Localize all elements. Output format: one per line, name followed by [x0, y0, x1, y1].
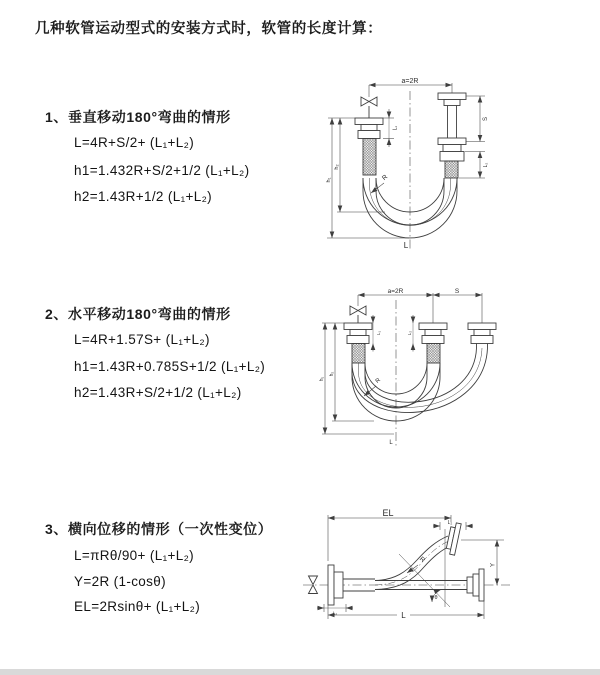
valve-icon: [361, 85, 377, 118]
length-label: L: [401, 611, 406, 620]
hose-displaced-curve: [375, 536, 452, 590]
dim-label-l1: L₁: [392, 125, 399, 131]
dim-label-s: S: [483, 116, 489, 122]
section-3-formula-EL: EL=2Rsinθ+ (L₁+L₂): [74, 599, 201, 614]
middle-hose-fitting: [419, 323, 447, 363]
section-1-formula-L: L=4R+S/2+ (L₁+L₂): [74, 135, 195, 150]
radius-label: R: [374, 377, 382, 385]
section-2-heading: 2、水平移动180°弯曲的情形: [45, 306, 231, 322]
section-2-formula-h2: h2=1.43R+S/2+1/2 (L₁+L₂): [74, 385, 242, 400]
dim-label-h1: h₁: [319, 376, 325, 382]
radius-label: R: [417, 555, 427, 565]
dim-label-y: Y: [490, 562, 497, 568]
diagram-horizontal-180-bend: [316, 286, 586, 458]
dim-label-a2r: a=2R: [401, 78, 419, 85]
diagram-lateral-displacement: [300, 505, 595, 663]
displaced-hose-fitting: [468, 323, 496, 344]
dim-label-l2: L₂: [483, 162, 489, 168]
diagram-vertical-180-bend: [313, 75, 533, 260]
length-label: L: [389, 440, 393, 446]
page-title: 几种软管运动型式的安装方式时，软管的长度计算：: [35, 21, 383, 37]
scan-bottom-edge: [0, 669, 600, 675]
radius-label: R: [380, 173, 390, 183]
dim-label-h1: h₁: [326, 177, 332, 183]
dim-label-el: EL: [382, 508, 394, 518]
length-label: L: [403, 241, 409, 250]
dim-label-l2: L₂: [447, 520, 453, 526]
hose-displaced-position: [352, 344, 488, 413]
dim-label-a2r: a=2R: [387, 288, 404, 295]
section-3-heading: 3、横向位移的情形（一次性变位）: [45, 521, 273, 537]
section-1-heading: 1、垂直移动180°弯曲的情形: [45, 109, 231, 125]
left-hose-fitting: [355, 118, 383, 175]
section-1-formula-h2: h2=1.43R+1/2 (L₁+L₂): [74, 189, 213, 204]
angle-label: θ: [434, 595, 438, 601]
section-2-formula-h1: h1=1.43R+0.785S+1/2 (L₁+L₂): [74, 359, 266, 374]
dim-label-s: S: [454, 288, 460, 295]
section-2-formula-L: L=4R+1.57S+ (L₁+L₂): [74, 332, 210, 347]
top-flange: [445, 522, 461, 555]
construction-lines: [399, 529, 450, 607]
right-hose-fitting: [438, 93, 466, 178]
left-flange: [328, 565, 375, 605]
dim-label-l1: L₁: [332, 610, 338, 616]
section-3-formula-L: L=πRθ/90+ (L₁+L₂): [74, 548, 195, 563]
dim-label-l1: L₁: [376, 330, 381, 336]
dim-label-h2: h₂: [329, 371, 335, 377]
left-hose-fitting: [344, 323, 372, 363]
section-1-formula-h1: h1=1.432R+S/2+1/2 (L₁+L₂): [74, 163, 250, 178]
section-3-formula-Y: Y=2R (1-cosθ): [74, 574, 166, 589]
valve-icon: [350, 295, 366, 323]
dim-label-h2: h₂: [334, 164, 340, 170]
dim-label-l2: L₂: [407, 330, 412, 336]
